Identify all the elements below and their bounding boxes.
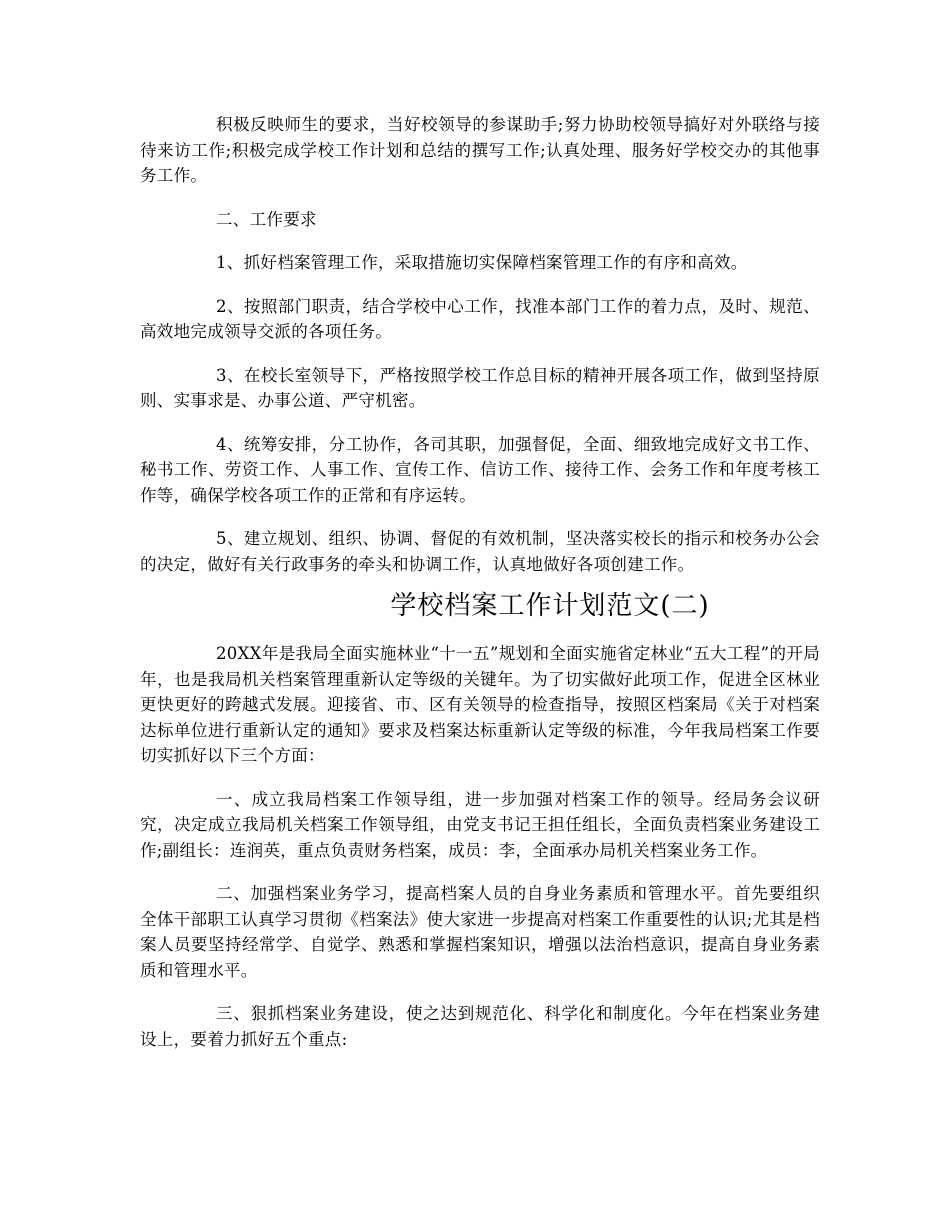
paragraph-intro: 积极反映师生的要求，当好校领导的参谋助手;努力协助校领导搞好对外联络与接待来访工作;积极完成学校工作计划和总结的撰写工作;认真处理、服务好学校交办的其他事务工作。 <box>140 115 820 185</box>
requirement-item-1: 1、抓好档案管理工作，采取措施切实保障档案管理工作的有序和高效。 <box>216 253 748 272</box>
heading-work-requirements: 二、工作要求 <box>216 209 317 229</box>
document-page <box>140 112 820 1052</box>
section-title: 学校档案工作计划范文(二) <box>390 591 710 621</box>
requirement-item-3: 3、在校长室领导下，严格按照学校工作总目标的精神开展各项工作，做到坚持原则、实事求是、办事公道、严守机密。 <box>140 365 820 410</box>
paragraph-point-3: 三、狠抓档案业务建设，使之达到规范化、科学化和制度化。今年在档案业务建设上，要着力抓好五个重点: <box>140 1004 820 1049</box>
requirement-item-4: 4、统筹安排，分工协作，各司其职，加强督促，全面、细致地完成好文书工作、秘书工作、劳资工作、人事工作、宣传工作、信访工作、接待工作、会务工作和年度考核工作等，确保学校各项工作的正常和有序运转。 <box>140 434 820 505</box>
requirement-item-2: 2、按照部门职责，结合学校中心工作，找准本部门工作的着力点，及时、规范、高效地完成领导交派的各项任务。 <box>140 296 820 341</box>
requirement-item-5: 5、建立规划、组织、协调、督促的有效机制，坚决落实校长的指示和校务办公会的决定，做好有关行政事务的牵头和协调工作，认真地做好各项创建工作。 <box>140 529 820 574</box>
paragraph-opening: 20XX年是我局全面实施林业“十一五”规划和全面实施省定林业“五大工程”的开局年，也是我局机关档案管理重新认定等级的关键年。为了切实做好此项工作，促进全区林业更快更好的跨越式发展。迎接省、市、区有关领导的检查指导，按照区档案局《关于对档案达标单位进行重新认定的通知》要求及档案达标重新认定等级的标准，今年我局档案工作要切实抓好以下三个方面： <box>140 644 820 765</box>
paragraph-point-1: 一、成立我局档案工作领导组，进一步加强对档案工作的领导。经局务会议研究，决定成立我局机关档案工作领导组，由党支书记王担任组长，全面负责档案业务建设工作;副组长：连润英，重点负责财务档案，成员：李，全面承办局机关档案业务工作。 <box>140 789 820 860</box>
paragraph-point-2: 二、加强档案业务学习，提高档案人员的自身业务素质和管理水平。首先要组织全体干部职工认真学习贯彻《档案法》使大家进一步提高对档案工作重要性的认识;尤其是档案人员要坚持经常学、自觉学、熟悉和掌握档案知识，增强以法治档意识，提高自身业务素质和管理水平。 <box>140 884 820 980</box>
